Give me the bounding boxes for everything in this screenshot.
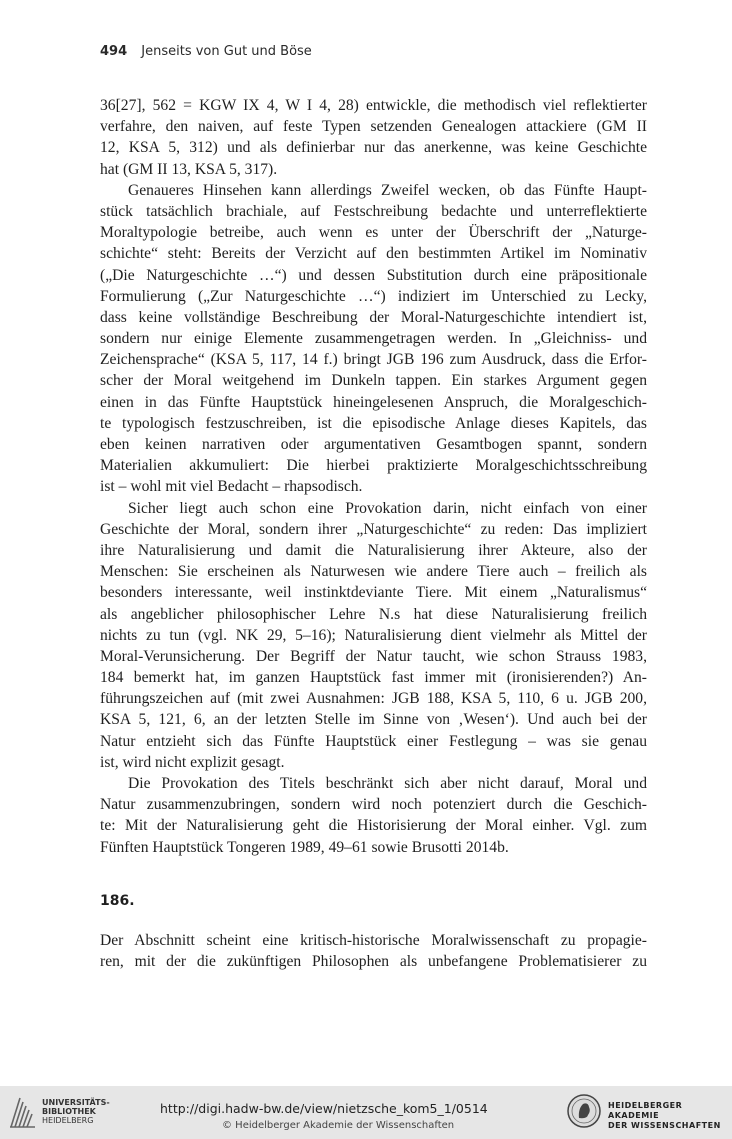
text-line: verfahre, den naiven, auf feste Typen setzenden Genealogen attackiere (GM II [100, 118, 647, 136]
text-line: ren, mit der die zukünftigen Philosophen als unbefangene Problematisierer zu [100, 953, 647, 971]
text-line: Moraltypologie betreibe, auch wenn es unter der Überschrift der „Naturge- [100, 224, 647, 242]
body-text [100, 95, 647, 858]
text-line: Moral-Verunsicherung. Der Begriff der Natur taucht, wie schon Strauss 1983, [100, 647, 647, 665]
text-line: hat (GM II 13, KSA 5, 317). [100, 160, 278, 178]
text-line: Geschichte der Moral, sondern ihrer „Naturgeschichte“ zu reden: Das impliziert [100, 520, 647, 538]
text-line: stück tatsächlich brachiale, auf Festschreibung bedachte und unterreflektierte [100, 202, 647, 220]
text-line: ist, wird nicht explizit gesagt. [100, 753, 285, 771]
text-line: te typologisch festzuschreiben, ist die episodische Anlage dieses Kapitels, das [100, 414, 647, 432]
text-line: nichts zu tun (vgl. NK 29, 5–16); Naturalisierung dient vielmehr als Mittel der [100, 626, 647, 644]
paragraph [100, 773, 647, 858]
text-line: Fünften Hauptstück Tongeren 1989, 49–61 sowie Brusotti 2014b. [100, 838, 509, 856]
text-line: ist – wohl mit viel Bedacht – rhapsodisch. [100, 478, 363, 496]
text-line: te: Mit der Naturalisierung geht die Historisierung der Moral einher. Vgl. zum [100, 817, 647, 835]
running-title: Jenseits von Gut und Böse [141, 44, 312, 59]
footer-bar [0, 1086, 732, 1139]
running-head [100, 44, 312, 59]
academy-seal-logo-icon [566, 1091, 602, 1131]
university-library-logo-icon [8, 1094, 38, 1130]
text-line: ihre Naturalisierung und damit die Naturalisierung ihrer Akteure, also der [100, 541, 647, 559]
paragraph [100, 498, 647, 773]
section-text [100, 930, 647, 972]
text-line: Formulierung („Zur Naturgeschichte …“) indiziert im Unterschied zu Lecky, [100, 287, 647, 305]
section-heading: 186. [100, 893, 135, 909]
paragraph [100, 95, 647, 180]
text-line: als angeblicher philosophischer Lehre N.s hat diese Naturalisierung freilich [100, 605, 647, 623]
page-number: 494 [100, 44, 128, 59]
paragraph [100, 180, 647, 498]
text-line: besonders interessante, weil instinktdeviante Tiere. Mit einem „Naturalismus“ [100, 584, 647, 602]
text-line: schichte“ steht: Bereits der Verzicht auf den bestimmten Artikel im Nominativ [100, 245, 647, 263]
text-line: Genaueres Hinsehen kann allerdings Zweifel wecken, ob das Fünfte Haupt- [128, 181, 647, 199]
text-line: („Die Naturgeschichte …“) und dessen Substitution durch eine präpositionale [100, 266, 647, 284]
text-line: KSA 5, 121, 6, an der letzten Stelle im Sinne von ‚Wesen‘). Und auch bei der [100, 711, 647, 729]
text-line: 12, KSA 5, 312) und als definierbar nur das anerkenne, was keine Geschichte [100, 139, 647, 157]
copyright-notice: © Heidelberger Akademie der Wissenschaften [222, 1120, 455, 1131]
text-line: 36[27], 562 = KGW IX 4, W I 4, 28) entwickle, die methodisch viel reflektierter [100, 97, 647, 114]
text-line: einen in das Fünfte Hauptstück hineingelesenen Anspruch, die Moralgeschich- [100, 393, 647, 411]
text-line: Der Abschnitt scheint eine kritisch-historische Moralwissenschaft zu propagie- [100, 932, 647, 949]
text-line: dass keine vollständige Beschreibung der Moral-Naturgeschichte intendiert ist, [100, 308, 647, 326]
text-line: Materialien akkumuliert: Die hierbei praktizierte Moralgeschichtsschreibung [100, 457, 647, 475]
text-line: eben keinen narrativen oder argumentativen Gesamtbogen spannt, sondern [100, 436, 647, 453]
text-line: führungszeichen auf (mit zwei Ausnahmen: JGB 188, KSA 5, 110, 6 u. JGB 200, [100, 690, 647, 708]
text-line: scher der Moral weitgehend im Dunkeln tappen. Ein starkes Argument gegen [100, 372, 647, 390]
university-library-name: UNIVERSITÄTS- BIBLIOTHEK HEIDELBERG [42, 1098, 110, 1125]
text-line: Sicher liegt auch schon eine Provokation darin, nicht einfach von einer [128, 499, 647, 517]
text-line: Menschen: Sie erscheinen als Naturwesen wie andere Tiere auch – freilich als [100, 563, 647, 581]
text-line: 184 bemerkt hat, im ganzen Hauptstück fast immer mit (ironisierenden?) An- [100, 669, 647, 687]
text-line: sondern nur einige Elemente zusammengetragen werden. In „Gleichniss- und [100, 330, 647, 348]
text-line: Zeichensprache“ (KSA 5, 117, 14 f.) bringt JGB 196 zum Ausdruck, dass die Erfor- [100, 351, 647, 369]
source-url-link[interactable]: http://digi.hadw-bw.de/view/nietzsche_kom5_1/0514 [160, 1101, 488, 1116]
text-line: Die Provokation des Titels beschränkt sich aber nicht darauf, Moral und [128, 775, 647, 792]
academy-name: HEIDELBERGER AKADEMIE DER WISSENSCHAFTEN [608, 1101, 721, 1130]
text-line: Natur zusammenzubringen, sondern wird noch potenziert durch die Geschich- [100, 796, 647, 814]
text-line: Natur entzieht sich das Fünfte Hauptstück einer Festlegung – was sie genau [100, 732, 647, 750]
